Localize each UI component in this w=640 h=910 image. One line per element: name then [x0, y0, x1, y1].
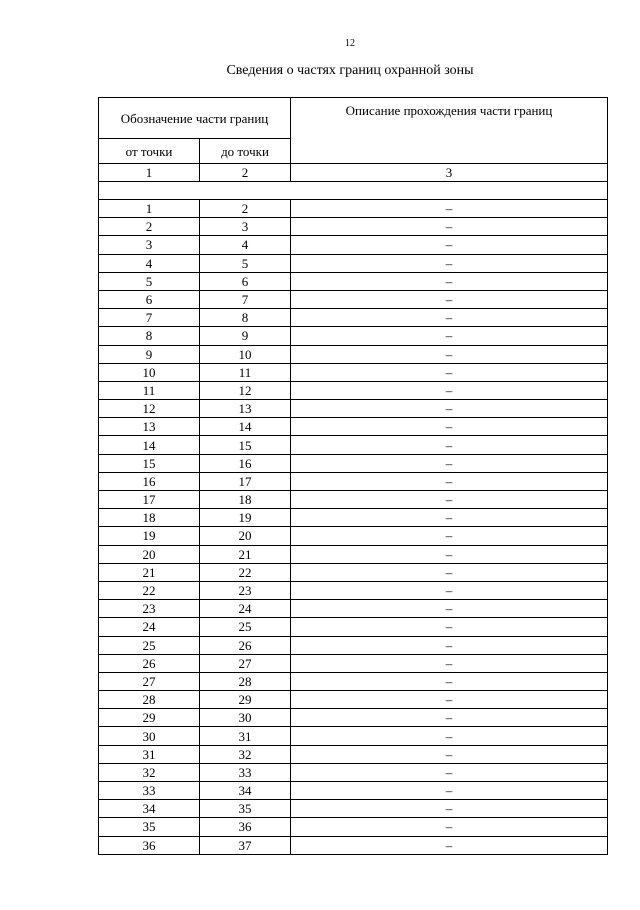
cell-description: – [291, 672, 608, 690]
cell-to-point: 36 [200, 818, 291, 836]
table-row [99, 654, 608, 672]
cell-to-point: 26 [200, 636, 291, 654]
cell-from-point: 32 [99, 763, 200, 781]
cell-to-point: 12 [200, 381, 291, 399]
cell-to-point: 32 [200, 745, 291, 763]
cell-from-point: 27 [99, 672, 200, 690]
table-row [99, 836, 608, 854]
column-number-row [99, 164, 608, 182]
document-title: Сведения о частях границ охранной зоны [226, 63, 474, 78]
table-row [99, 309, 608, 327]
cell-from-point: 14 [99, 436, 200, 454]
cell-to-point: 11 [200, 363, 291, 381]
cell-description: – [291, 290, 608, 308]
header-from-point: от точки [99, 139, 200, 164]
table-row [99, 636, 608, 654]
cell-to-point: 35 [200, 800, 291, 818]
cell-to-point: 3 [200, 218, 291, 236]
cell-from-point: 12 [99, 400, 200, 418]
cell-to-point: 28 [200, 672, 291, 690]
cell-from-point: 16 [99, 472, 200, 490]
cell-to-point: 13 [200, 400, 291, 418]
cell-from-point: 10 [99, 363, 200, 381]
cell-from-point: 33 [99, 782, 200, 800]
cell-description: – [291, 545, 608, 563]
table-row [99, 763, 608, 781]
cell-from-point: 35 [99, 818, 200, 836]
table-row [99, 272, 608, 290]
cell-description: – [291, 709, 608, 727]
cell-from-point: 26 [99, 654, 200, 672]
cell-from-point: 2 [99, 218, 200, 236]
cell-description: – [291, 309, 608, 327]
table-row [99, 400, 608, 418]
cell-from-point: 7 [99, 309, 200, 327]
table-row [99, 454, 608, 472]
table-row [99, 436, 608, 454]
cell-from-point: 18 [99, 509, 200, 527]
cell-description: – [291, 363, 608, 381]
header-boundary-description: Описание прохождения части границ [291, 98, 608, 164]
cell-to-point: 23 [200, 581, 291, 599]
cell-from-point: 19 [99, 527, 200, 545]
table-row [99, 563, 608, 581]
table-row [99, 345, 608, 363]
table-row [99, 236, 608, 254]
cell-from-point: 29 [99, 709, 200, 727]
table-row [99, 418, 608, 436]
cell-from-point: 3 [99, 236, 200, 254]
cell-description: – [291, 218, 608, 236]
cell-description: – [291, 600, 608, 618]
blank-cell [99, 182, 608, 200]
cell-to-point: 15 [200, 436, 291, 454]
column-number-3: 3 [291, 164, 608, 182]
cell-to-point: 34 [200, 782, 291, 800]
table-row [99, 491, 608, 509]
cell-description: – [291, 745, 608, 763]
cell-description: – [291, 200, 608, 218]
cell-to-point: 10 [200, 345, 291, 363]
table-row [99, 618, 608, 636]
cell-from-point: 28 [99, 691, 200, 709]
table-row [99, 600, 608, 618]
column-number-2: 2 [200, 164, 291, 182]
cell-description: – [291, 509, 608, 527]
table-row [99, 581, 608, 599]
cell-description: – [291, 654, 608, 672]
table-row [99, 709, 608, 727]
cell-to-point: 16 [200, 454, 291, 472]
cell-from-point: 34 [99, 800, 200, 818]
cell-to-point: 31 [200, 727, 291, 745]
table-row [99, 290, 608, 308]
cell-to-point: 17 [200, 472, 291, 490]
cell-to-point: 14 [200, 418, 291, 436]
table-row [99, 200, 608, 218]
cell-to-point: 29 [200, 691, 291, 709]
table-row [99, 691, 608, 709]
cell-from-point: 5 [99, 272, 200, 290]
cell-description: – [291, 727, 608, 745]
table-row [99, 818, 608, 836]
cell-to-point: 8 [200, 309, 291, 327]
cell-from-point: 36 [99, 836, 200, 854]
cell-from-point: 22 [99, 581, 200, 599]
cell-description: – [291, 691, 608, 709]
cell-to-point: 19 [200, 509, 291, 527]
header-boundary-designation: Обозначение части границ [99, 98, 291, 139]
cell-from-point: 13 [99, 418, 200, 436]
cell-to-point: 5 [200, 254, 291, 272]
cell-description: – [291, 400, 608, 418]
cell-to-point: 20 [200, 527, 291, 545]
table-row [99, 727, 608, 745]
cell-description: – [291, 527, 608, 545]
cell-from-point: 25 [99, 636, 200, 654]
table-row [99, 254, 608, 272]
cell-to-point: 2 [200, 200, 291, 218]
cell-description: – [291, 836, 608, 854]
cell-to-point: 9 [200, 327, 291, 345]
cell-to-point: 7 [200, 290, 291, 308]
cell-from-point: 8 [99, 327, 200, 345]
cell-to-point: 27 [200, 654, 291, 672]
cell-description: – [291, 381, 608, 399]
cell-description: – [291, 618, 608, 636]
cell-description: – [291, 454, 608, 472]
cell-from-point: 31 [99, 745, 200, 763]
cell-description: – [291, 563, 608, 581]
cell-to-point: 37 [200, 836, 291, 854]
table-row [99, 509, 608, 527]
cell-from-point: 9 [99, 345, 200, 363]
table-row [99, 672, 608, 690]
cell-from-point: 1 [99, 200, 200, 218]
boundary-parts-table [98, 97, 608, 855]
table-row [99, 782, 608, 800]
cell-description: – [291, 800, 608, 818]
table-row [99, 363, 608, 381]
cell-description: – [291, 345, 608, 363]
blank-row [99, 182, 608, 200]
cell-to-point: 25 [200, 618, 291, 636]
table-row [99, 218, 608, 236]
cell-to-point: 18 [200, 491, 291, 509]
cell-from-point: 21 [99, 563, 200, 581]
cell-to-point: 22 [200, 563, 291, 581]
table-header-row [99, 98, 608, 139]
cell-from-point: 24 [99, 618, 200, 636]
cell-description: – [291, 763, 608, 781]
cell-from-point: 20 [99, 545, 200, 563]
cell-from-point: 11 [99, 381, 200, 399]
column-number-1: 1 [99, 164, 200, 182]
table-row [99, 800, 608, 818]
cell-description: – [291, 418, 608, 436]
cell-from-point: 23 [99, 600, 200, 618]
cell-description: – [291, 327, 608, 345]
cell-description: – [291, 818, 608, 836]
cell-from-point: 17 [99, 491, 200, 509]
cell-to-point: 30 [200, 709, 291, 727]
cell-description: – [291, 436, 608, 454]
table-row [99, 472, 608, 490]
cell-from-point: 4 [99, 254, 200, 272]
cell-from-point: 6 [99, 290, 200, 308]
page-number: 12 [345, 38, 355, 49]
table-row [99, 745, 608, 763]
cell-description: – [291, 491, 608, 509]
cell-to-point: 4 [200, 236, 291, 254]
cell-from-point: 30 [99, 727, 200, 745]
cell-to-point: 33 [200, 763, 291, 781]
table-row [99, 327, 608, 345]
table-row [99, 545, 608, 563]
cell-description: – [291, 254, 608, 272]
cell-description: – [291, 236, 608, 254]
table-row [99, 527, 608, 545]
table-row [99, 381, 608, 399]
cell-from-point: 15 [99, 454, 200, 472]
cell-description: – [291, 272, 608, 290]
cell-to-point: 6 [200, 272, 291, 290]
cell-to-point: 21 [200, 545, 291, 563]
cell-description: – [291, 782, 608, 800]
cell-description: – [291, 472, 608, 490]
cell-to-point: 24 [200, 600, 291, 618]
header-to-point: до точки [200, 139, 291, 164]
cell-description: – [291, 581, 608, 599]
cell-description: – [291, 636, 608, 654]
